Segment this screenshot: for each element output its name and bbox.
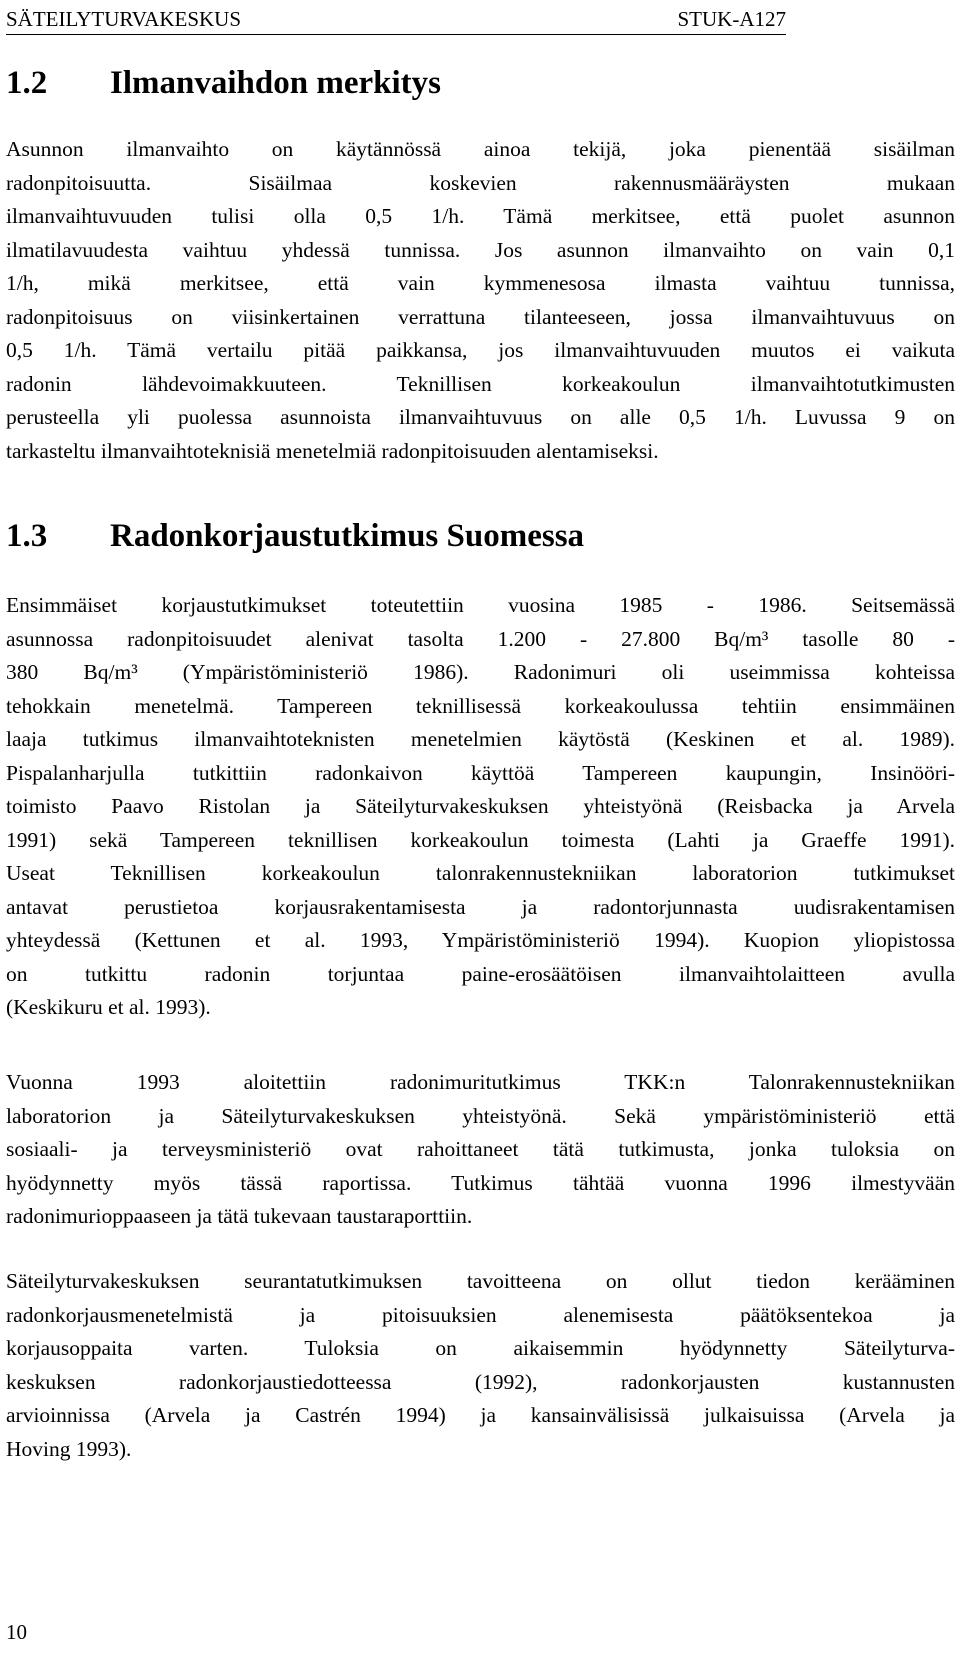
text-line: 0,5 1/h. Tämä vertailu pitää paikkansa, jos ilmanvaihtuvuuden muutos ei vaikuta [6, 338, 955, 362]
section-title: Radonkorjaustutkimus Suomessa [110, 518, 585, 554]
text-line: Ensimmäiset korjaustutkimukset toteutettiin vuosina 1985 - 1986. Seitsemässä [6, 593, 955, 617]
text-line: laboratorion ja Säteilyturvakeskuksen yhteistyönä. Sekä ympäristöministeriö että [6, 1103, 955, 1128]
section-number: 1.2 [6, 65, 48, 101]
text-line: 380 Bq/m³ (Ympäristöministeriö 1986). Radonimuri oli useimmissa kohteissa [6, 660, 955, 684]
text-line: antavat perustietoa korjausrakentamisesta ja radontorjunnasta uudisrakentamisen [6, 894, 955, 919]
text-line: Asunnon ilmanvaihto on käytännössä ainoa tekijä, joka pienentää sisäilman [6, 137, 955, 161]
text-line: Pispalanharjulla tutkittiin radonkaivon käyttöä Tampereen kaupungin, Insinööri- [6, 760, 955, 785]
section-heading-1-2 [6, 63, 441, 103]
paragraph-first-studies [6, 589, 955, 1025]
text-line: hyödynnetty myös tässä raportissa. Tutkimus tähtää vuonna 1996 ilmestyvään [6, 1170, 955, 1195]
text-line: toimisto Paavo Ristolan ja Säteilyturvakeskuksen yhteistyönä (Reisbacka ja Arvela [6, 794, 955, 818]
text-line: arvioinnissa (Arvela ja Castrén 1994) ja kansainvälisissä julkaisuissa (Arvela ja [6, 1403, 955, 1427]
text-line: (Keskikuru et al. 1993). [6, 995, 211, 1019]
text-line: radonkorjausmenetelmistä ja pitoisuuksien alenemisesta päätöksentekoa ja [6, 1302, 955, 1327]
text-line: tarkasteltu ilmanvaihtoteknisiä menetelmiä radonpitoisuuden alentamiseksi. [6, 438, 659, 463]
text-line: Säteilyturvakeskuksen seurantatutkimuksen tavoitteena on ollut tiedon kerääminen [6, 1269, 955, 1293]
text-line: korjausoppaita varten. Tuloksia on aikaisemmin hyödynnetty Säteilyturva- [6, 1336, 955, 1360]
text-line: ilmanvaihtuvuuden tulisi olla 0,5 1/h. Tämä merkitsee, että puolet asunnon [6, 204, 955, 228]
paragraph-radon-suction-study [6, 1066, 955, 1234]
text-line: laaja tutkimus ilmanvaihtoteknisten menetelmien käytöstä (Keskinen et al. 1989). [6, 727, 955, 751]
header-report-code: STUK-A127 [677, 7, 786, 31]
text-line: on tutkittu radonin torjuntaa paine-erosäätöisen ilmanvaihtolaitteen avulla [6, 961, 955, 986]
text-line: radonpitoisuutta. Sisäilmaa koskevien rakennusmääräysten mukaan [6, 170, 955, 195]
paragraph-follow-up-study [6, 1265, 955, 1466]
text-line: perusteella yli puolessa asunnoista ilmanvaihtuvuus on alle 0,5 1/h. Luvussa 9 on [6, 405, 955, 429]
text-line: Hoving 1993). [6, 1436, 132, 1461]
section-title: Ilmanvaihdon merkitys [110, 65, 441, 101]
text-line: radonpitoisuus on viisinkertainen verrattuna tilanteeseen, jossa ilmanvaihtuvuus on [6, 304, 955, 329]
text-line: tehokkain menetelmä. Tampereen teknillisessä korkeakoulussa tehtiin ensimmäinen [6, 693, 955, 718]
text-line: ilmatilavuudesta vaihtuu yhdessä tunnissa. Jos asunnon ilmanvaihto on vain 0,1 [6, 237, 955, 262]
text-line: yhteydessä (Kettunen et al. 1993, Ympäristöministeriö 1994). Kuopion yliopistossa [6, 928, 955, 952]
text-line: asunnossa radonpitoisuudet alenivat tasolta 1.200 - 27.800 Bq/m³ tasolle 80 - [6, 626, 955, 651]
section-number: 1.3 [6, 518, 48, 554]
text-line: radonimurioppaaseen ja tätä tukevaan taustaraporttiin. [6, 1204, 473, 1228]
header-organization: SÄTEILYTURVAKESKUS [6, 7, 242, 31]
section-heading-1-3 [6, 516, 584, 556]
text-line: 1/h, mikä merkitsee, että vain kymmenesosa ilmasta vaihtuu tunnissa, [6, 271, 955, 295]
page-number: 10 [6, 1620, 27, 1644]
text-line: Vuonna 1993 aloitettiin radonimuritutkimus TKK:n Talonrakennustekniikan [6, 1070, 955, 1094]
text-line: radonin lähdevoimakkuuteen. Teknillisen korkeakoulun ilmanvaihtotutkimusten [6, 371, 955, 396]
running-header [6, 4, 786, 35]
text-line: 1991) sekä Tampereen teknillisen korkeakoulun toimesta (Lahti ja Graeffe 1991). [6, 827, 955, 852]
text-line: sosiaali- ja terveysministeriö ovat rahoittaneet tätä tutkimusta, jonka tuloksia on [6, 1137, 955, 1161]
text-line: Useat Teknillisen korkeakoulun talonrakennustekniikan laboratorion tutkimukset [6, 861, 955, 885]
text-line: keskuksen radonkorjaustiedotteessa (1992), radonkorjausten kustannusten [6, 1369, 955, 1394]
paragraph-ventilation [6, 133, 955, 468]
